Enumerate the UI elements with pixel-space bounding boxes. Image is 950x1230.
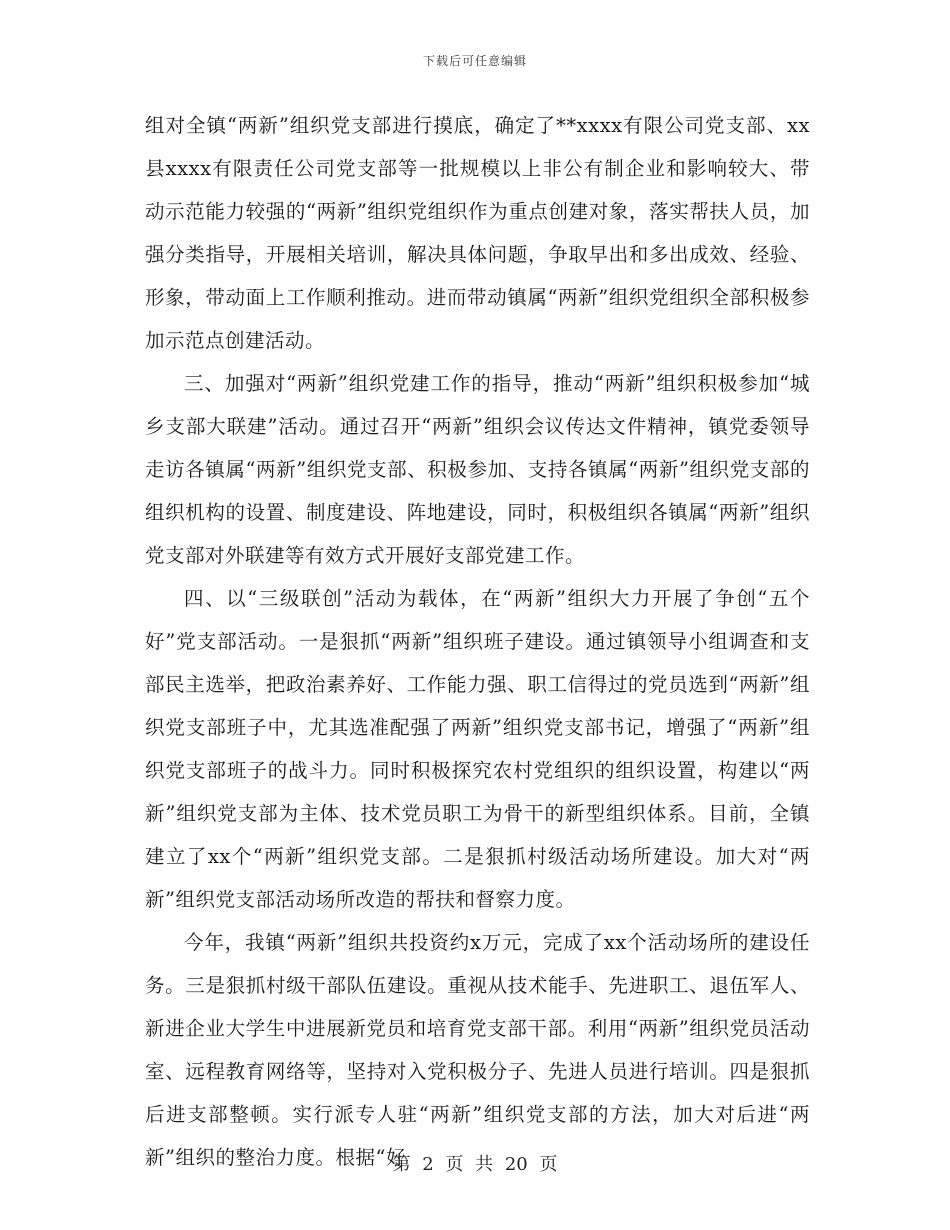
page-header: 下载后可任意编辑 [422, 54, 527, 68]
document-body [145, 104, 810, 1179]
paragraph-4: 今年，我镇“两新”组织共投资约x万元，完成了xx个活动场所的建设任务。三是狠抓村级干部队伍建设。重视从技术能手、先进职工、退伍军人、新进企业大学生中进展新党员和培育党支部干部。利用“两新”组织党员活动室、远程教育网络等，坚持对入党积极分子、先进人员进行培训。四是狠抓后进支部整顿。实行派专人驻“两新”组织党支部的方法，加大对后进“两新”组织的整治力度。根据“好 [145, 931, 810, 1169]
page-number-footer: 第 2 页 共 20 页 [392, 1154, 558, 1175]
paragraph-2: 三、加强对“两新”组织党建工作的指导，推动“两新”组织积极参加“城乡支部大联建”活动。通过召开“两新”组织会议传达文件精神，镇党委领导走访各镇属“两新”组织党支部、积极参加、支持各镇属“两新”组织党支部的组织机构的设置、制度建设、阵地建设，同时，积极组织各镇属“两新”组织党支部对外联建等有效方式开展好支部党建工作。 [145, 372, 810, 567]
paragraph-3: 四、以“三级联创”活动为载体，在“两新”组织大力开展了争创“五个好”党支部活动。一是狠抓“两新”组织班子建设。通过镇领导小组调查和支部民主选举，把政治素养好、工作能力强、职工信得过的党员选到“两新”组织党支部班子中，尤其选准配强了两新”组织党支部书记，增强了“两新”组织党支部班子的战斗力。同时积极探究农村党组织的组织设置，构建以“两新”组织党支部为主体、技术党员职工为骨干的新型组织体系。目前，全镇建立了xx个“两新”组织党支部。二是狠抓村级活动场所建设。加大对“两新”组织党支部活动场所改造的帮扶和督察力度。 [145, 587, 810, 911]
paragraph-1: 组对全镇“两新”组织党支部进行摸底，确定了**xxxx有限公司党支部、xx县xxxx有限责任公司党支部等一批规模以上非公有制企业和影响较大、带动示范能力较强的“两新”组织党组织作为重点创建对象，落实帮扶人员，加强分类指导，开展相关培训，解决具体问题，争取早出和多出成效、经验、形象，带动面上工作顺利推动。进而带动镇属“两新”组织党组织全部积极参加示范点创建活动。 [145, 114, 810, 352]
